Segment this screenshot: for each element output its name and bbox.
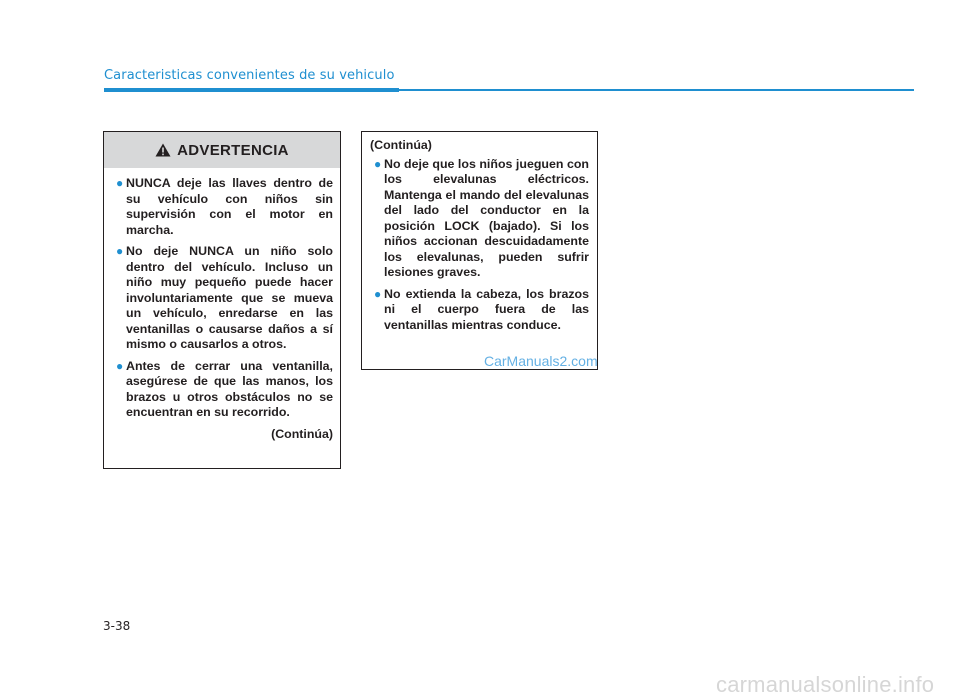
list-item: [374, 157, 589, 281]
list-item-text: Antes de cerrar una ventanilla, asegúrese de que las manos, los brazos u otros obstáculos no se encuentran en su recorrido.: [126, 358, 333, 419]
warning-continued-box: [361, 131, 598, 370]
list-item: [116, 244, 333, 353]
list-item-text: No deje NUNCA un niño solo dentro del vehículo. Incluso un niño muy pequeño puede hacer involuntariamente que se mueva un vehículo, enredarse en las ventanillas o causarse daños a sí mismo o causarlos a otros.: [126, 244, 333, 351]
bullet-dot-icon: ●: [116, 244, 124, 258]
warning-triangle-icon: [155, 143, 171, 157]
list-item: [116, 359, 333, 421]
header-rule-thin: [399, 89, 914, 91]
warning-list: [104, 168, 340, 421]
watermark-link[interactable]: CarManuals2.com: [484, 353, 598, 369]
continued-heading: (Continúa): [370, 138, 432, 152]
warning-continued-list: [362, 154, 597, 334]
bullet-dot-icon: ●: [116, 358, 124, 373]
warning-box: [103, 131, 341, 469]
bullet-dot-icon: ●: [374, 286, 382, 301]
list-item-text: NUNCA deje las llaves dentro de su vehículo con niños sin supervisión con el motor en marcha.: [126, 176, 333, 237]
list-item-text: No deje que los niños jueguen con los elevalunas eléctricos. Mantenga el mando del elevalunas del lado del conductor en la posición LOCK (bajado). Si los niños accionan descuidadamente los elevalunas, pueden sufrir lesiones graves.: [384, 156, 589, 279]
bullet-dot-icon: ●: [116, 176, 124, 190]
list-item: [374, 287, 589, 334]
section-title: Caracteristicas convenientes de su vehiculo: [104, 68, 395, 83]
warning-title: ADVERTENCIA: [177, 141, 289, 159]
page-number: 3-38: [103, 619, 131, 633]
header-rule-thick: [104, 88, 399, 92]
warning-header: [104, 132, 340, 168]
list-item: [116, 176, 333, 238]
list-item-text: No extienda la cabeza, los brazos ni el cuerpo fuera de las ventanillas mientras conduce.: [384, 286, 589, 332]
footer-watermark: carmanualsonline.info: [716, 672, 935, 697]
continued-label: (Continúa): [271, 426, 333, 441]
bullet-dot-icon: ●: [374, 156, 382, 171]
